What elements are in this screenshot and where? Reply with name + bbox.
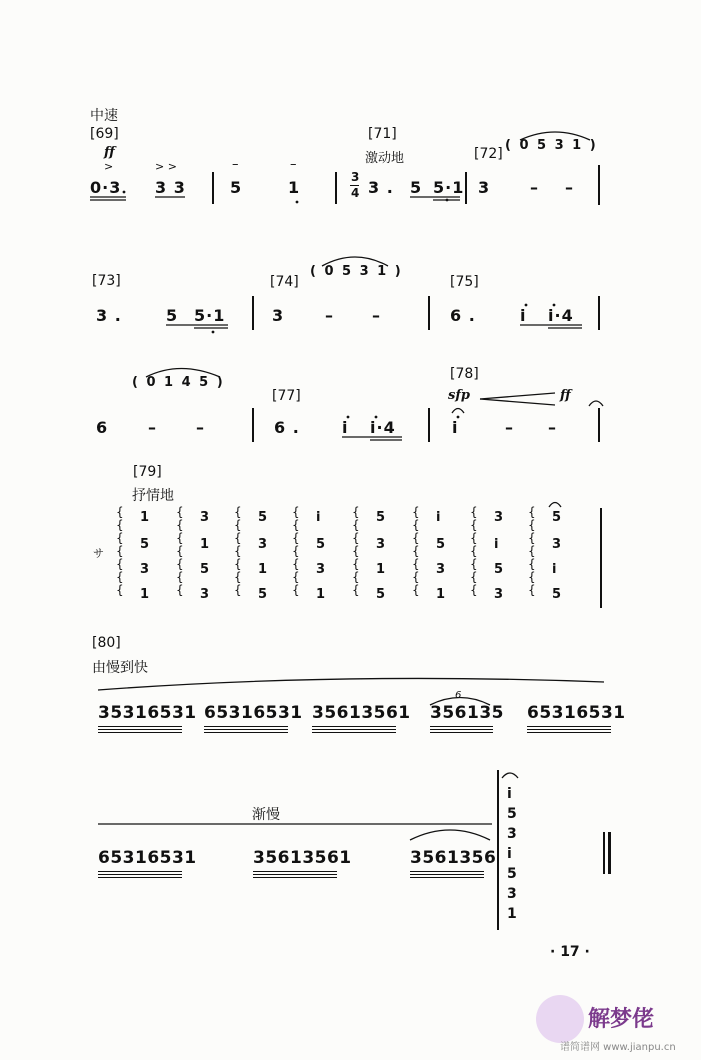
accent-mark: > <box>104 160 114 173</box>
arpeggio-note: 5 <box>552 587 562 602</box>
rehearsal-mark-78: [78] <box>450 366 479 382</box>
chord-note: i <box>507 846 512 862</box>
note-group: 3 3 <box>155 178 186 197</box>
arpeggio-note: 1 <box>376 562 386 577</box>
arpeggio-wave: { { { { { { { <box>176 505 184 597</box>
note-group: 3 . <box>368 178 394 197</box>
bracketed-notes: ( 0 5 3 1 ) <box>310 264 403 279</box>
arpeggio-note: i <box>316 510 321 525</box>
note-run: 65316531 <box>98 848 197 868</box>
arpeggio-note: 5 <box>200 562 210 577</box>
time-signature-bottom: 4 <box>351 186 360 200</box>
arpeggio-note: 5 <box>436 537 446 552</box>
arpeggio-wave: { { { { { { { <box>412 505 420 597</box>
note: i <box>342 418 349 437</box>
chord-note: 5 <box>507 806 517 822</box>
slur <box>520 132 590 140</box>
arpeggio-note: 5 <box>258 510 268 525</box>
arpeggio-note: 3 <box>316 562 326 577</box>
chord-note: i <box>507 786 512 802</box>
hairpin <box>480 393 555 399</box>
arpeggio-note: 3 <box>494 587 504 602</box>
note-group: i·4 <box>548 306 574 325</box>
note: i <box>452 418 459 437</box>
chord-note: 3 <box>507 886 517 902</box>
watermark-url: 谱简谱网 www.jianpu.cn <box>560 1042 676 1053</box>
arpeggio-note: 1 <box>436 587 446 602</box>
arpeggio-note: i <box>436 510 441 525</box>
dash: – <box>325 306 334 325</box>
tuplet-slur <box>430 698 490 706</box>
chord-note: 1 <box>507 906 517 922</box>
dynamic-ff: ff <box>560 388 571 403</box>
note: 5 <box>410 178 423 197</box>
arpeggio-label: サ <box>93 547 104 560</box>
rehearsal-mark-69: [69] <box>90 126 119 142</box>
tempo-marking: 中速 <box>90 108 118 124</box>
expression-text: 激动地 <box>365 151 405 166</box>
arpeggio-note: 5 <box>494 562 504 577</box>
dynamic-sfp: sfp <box>448 388 471 403</box>
note-run: 35316531 <box>98 703 197 723</box>
note-run: 3561356 <box>410 848 497 868</box>
note-run: 35613561 <box>253 848 352 868</box>
slur <box>322 257 388 266</box>
note-group: 3 . <box>96 306 122 325</box>
note: 1 <box>288 178 301 197</box>
rehearsal-mark-72: [72] <box>474 146 503 162</box>
bracketed-notes: ( 0 1 4 5 ) <box>132 375 225 390</box>
note-group: 6 . <box>450 306 476 325</box>
accent-mark: > > <box>155 160 177 173</box>
arpeggio-note: i <box>552 562 557 577</box>
note-run: 65316531 <box>204 703 303 723</box>
fermata <box>502 773 518 778</box>
note: 5 <box>230 178 243 197</box>
time-signature-top: 3 <box>351 170 360 184</box>
arpeggio-note: 3 <box>258 537 268 552</box>
arpeggio-note: 3 <box>200 587 210 602</box>
arpeggio-wave: { { { { { { { <box>470 505 478 597</box>
arpeggio-wave: { { { { { { { <box>528 505 536 597</box>
arpeggio-note: 3 <box>200 510 210 525</box>
hairpin <box>480 399 555 405</box>
slur <box>410 830 490 840</box>
arpeggio-note: 5 <box>258 587 268 602</box>
arpeggio-wave: { { { { { { { <box>234 505 242 597</box>
note-group: 0·3 <box>90 178 122 197</box>
arpeggio-note: 1 <box>140 587 150 602</box>
expression-text: 抒情地 <box>132 488 174 504</box>
arpeggio-note: 3 <box>552 537 562 552</box>
arpeggio-note: 1 <box>258 562 268 577</box>
note: 5 <box>166 306 179 325</box>
rehearsal-mark-80: [80] <box>92 635 121 651</box>
arpeggio-note: 1 <box>140 510 150 525</box>
arpeggio-note: 5 <box>316 537 326 552</box>
rehearsal-mark-71: [71] <box>368 126 397 142</box>
arpeggio-note: 3 <box>494 510 504 525</box>
arpeggio-wave: { { { { { { { <box>352 505 360 597</box>
arpeggio-note: 5 <box>140 537 150 552</box>
note: i <box>520 306 527 325</box>
rehearsal-mark-79: [79] <box>133 464 162 480</box>
note: 3 <box>272 306 285 325</box>
note-group: i·4 <box>370 418 396 437</box>
chord-note: 3 <box>507 826 517 842</box>
note: 6 <box>96 418 109 437</box>
dash: – <box>372 306 381 325</box>
rehearsal-mark-77: [77] <box>272 388 301 404</box>
dash: – <box>232 157 239 172</box>
fermata <box>452 409 464 414</box>
arpeggio-wave: { { { { { { { <box>292 505 300 597</box>
dash: – <box>290 157 297 172</box>
note-group: 6 . <box>274 418 300 437</box>
rehearsal-mark-75: [75] <box>450 274 479 290</box>
watermark-text: 解梦佬 <box>588 1007 655 1032</box>
dash: – <box>148 418 157 437</box>
arpeggio-note: 3 <box>436 562 446 577</box>
expression-text: 渐慢 <box>252 807 280 823</box>
note-run: 65316531 <box>527 703 626 723</box>
chord-note: 5 <box>507 866 517 882</box>
dash: – <box>196 418 205 437</box>
note-run: 35613561 <box>312 703 411 723</box>
page-number: · 17 · <box>550 944 590 960</box>
rehearsal-mark-74: [74] <box>270 274 299 290</box>
dash: – <box>530 178 539 197</box>
tuplet-number: 6 <box>455 690 462 701</box>
dash: – <box>548 418 557 437</box>
arpeggio-note: 3 <box>140 562 150 577</box>
arpeggio-note: 5 <box>376 587 386 602</box>
note-run: 356135 <box>430 703 504 723</box>
expression-text: 由慢到快 <box>92 660 148 676</box>
dynamic-ff: ff <box>104 145 115 160</box>
note: 3 <box>478 178 491 197</box>
phrase-slur <box>98 678 604 690</box>
arpeggio-wave: { { { { { { { <box>116 505 124 597</box>
note-group: 5·1 <box>433 178 465 197</box>
dash: – <box>505 418 514 437</box>
dash: – <box>565 178 574 197</box>
rehearsal-mark-73: [73] <box>92 273 121 289</box>
arpeggio-note: 3 <box>376 537 386 552</box>
bracketed-notes: ( 0 5 3 1 ) <box>505 138 598 153</box>
slur <box>146 369 220 378</box>
fermata <box>549 503 561 508</box>
arpeggio-note: 5 <box>376 510 386 525</box>
arpeggio-note: 1 <box>200 537 210 552</box>
arpeggio-note: 1 <box>316 587 326 602</box>
arpeggio-note: i <box>494 537 499 552</box>
fermata <box>589 401 603 406</box>
note-group: 5·1 <box>194 306 226 325</box>
arpeggio-note: 5 <box>552 510 562 525</box>
